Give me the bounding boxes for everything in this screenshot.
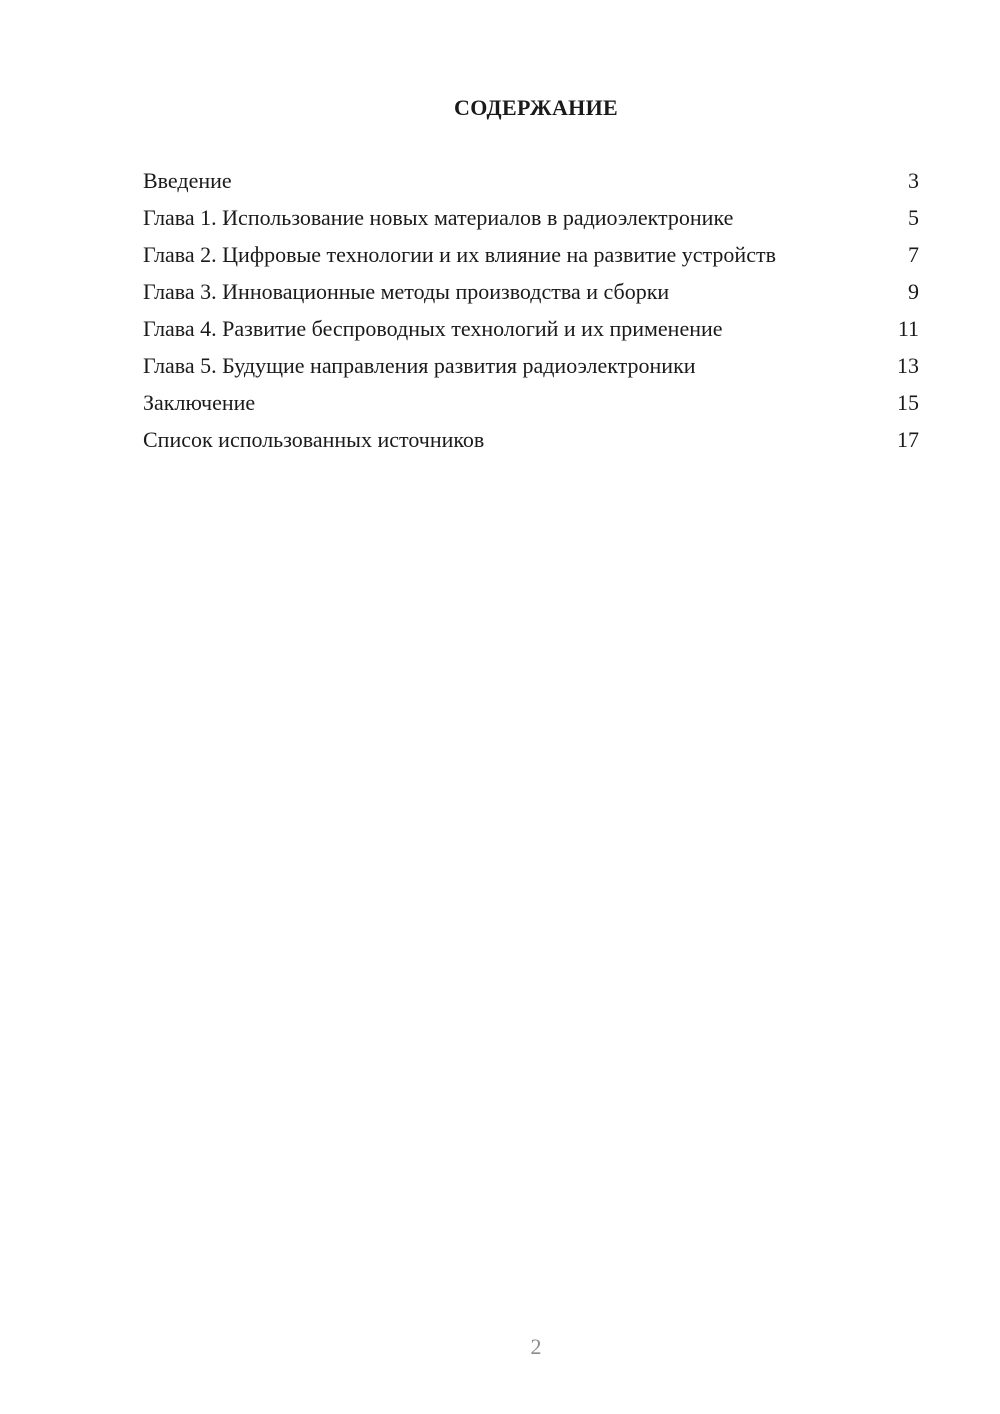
toc-entry-text: Глава 5. Будущие направления развития радиоэлектроники (143, 353, 696, 378)
toc-entry-page: 15 (897, 390, 919, 415)
toc-entry-page: 17 (897, 427, 919, 452)
toc-entry-chapter-1 (143, 205, 919, 231)
page-number: 2 (530, 1334, 542, 1359)
toc-entry-text: Глава 1. Использование новых материалов в радиоэлектронике (143, 205, 734, 230)
toc-entry-page: 13 (897, 353, 919, 378)
toc-title: СОДЕРЖАНИЕ (454, 95, 618, 120)
toc-entry-introduction (143, 168, 919, 194)
toc-entry-chapter-3 (143, 279, 919, 305)
toc-entry-text: Глава 2. Цифровые технологии и их влияние на развитие устройств (143, 242, 776, 267)
toc-entry-page: 7 (908, 242, 919, 267)
toc-entry-page: 11 (897, 316, 919, 341)
toc-entry-text: Глава 4. Развитие беспроводных технологий и их применение (143, 316, 723, 341)
toc-entry-references (143, 427, 919, 453)
table-of-contents (143, 168, 919, 464)
toc-entry-chapter-2 (143, 242, 919, 268)
toc-entry-text: Глава 3. Инновационные методы производства и сборки (143, 279, 670, 304)
toc-entry-chapter-5 (143, 353, 919, 379)
toc-entry-text: Список использованных источников (143, 427, 485, 452)
toc-entry-conclusion (143, 390, 919, 416)
toc-entry-text: Введение (143, 168, 232, 193)
toc-entry-page: 5 (908, 205, 919, 230)
toc-entry-text: Заключение (143, 390, 256, 415)
toc-entry-page: 3 (908, 168, 919, 193)
toc-entry-page: 9 (908, 279, 919, 304)
toc-entry-chapter-4 (143, 316, 919, 342)
